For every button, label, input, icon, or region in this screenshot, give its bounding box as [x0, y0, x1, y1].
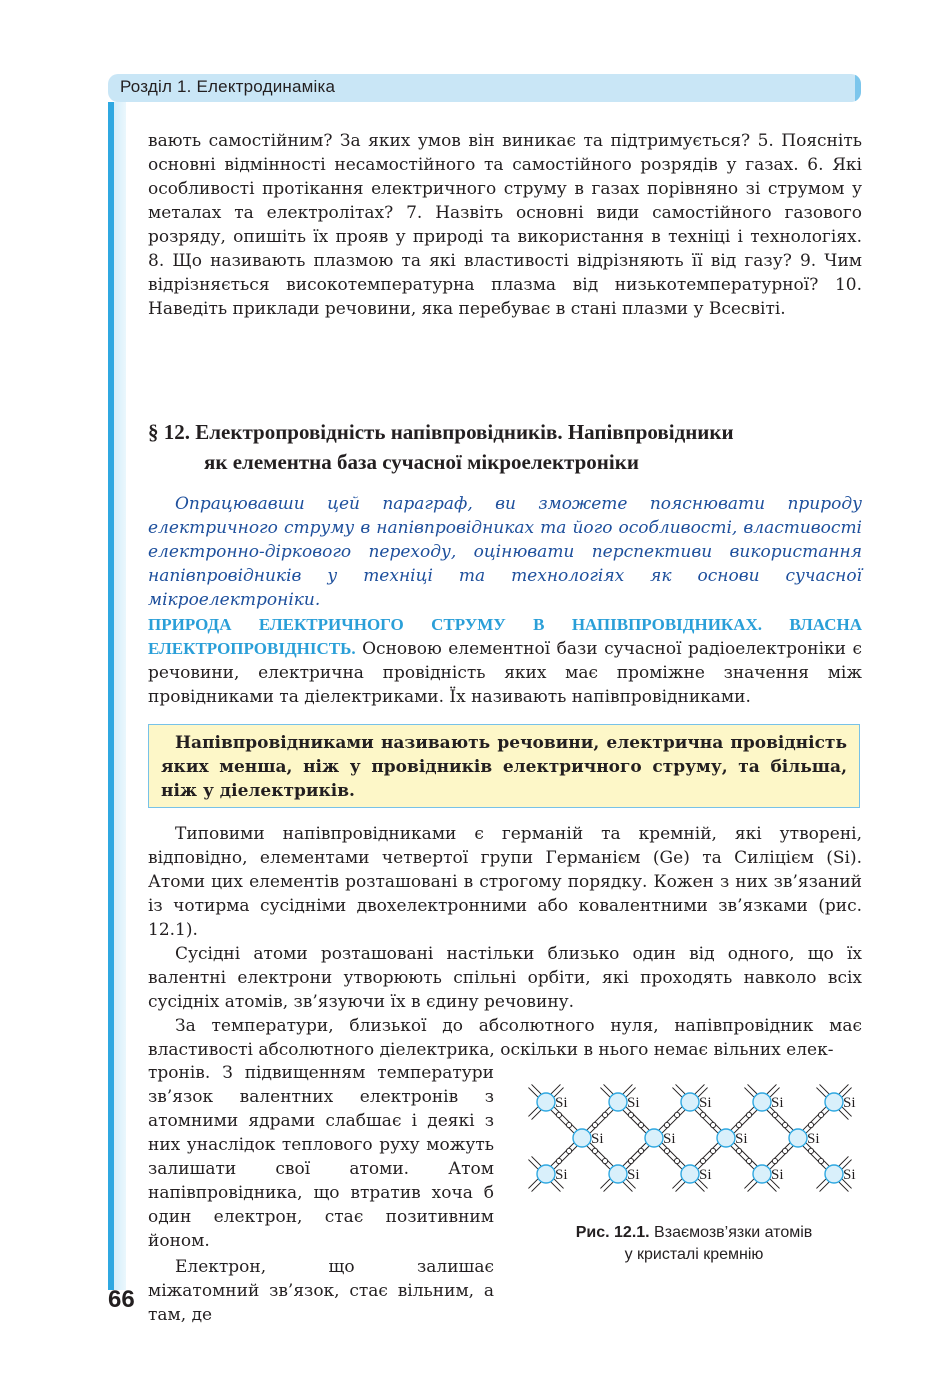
intro-text: Опрацювавши цей параграф, ви зможете пояснювати природу електричного струму в напівпровідниках та його особливості, властивості електронно-діркового переходу, оцінювати перспективи використання напівпровідників у техніці та технологіях як основи сучасної мікроелектроніки. — [148, 494, 862, 610]
definition-box — [148, 724, 860, 808]
section-text: Основою елементної бази сучасної радіоелектроніки є речовини, електрична провідність яких має проміжне значення між провідниками та діелектриками. Їх називають напівпровідниками. — [148, 639, 862, 707]
electron-dot — [556, 1112, 561, 1117]
electron-dot — [628, 1112, 633, 1117]
header-accent — [855, 74, 861, 102]
si-atom-label: Si — [771, 1095, 784, 1111]
electron-dot — [566, 1148, 571, 1153]
wrapped-text — [148, 1061, 494, 1327]
si-atom — [825, 1093, 843, 1111]
body-paragraph-4: Електрон, що залишає міжатомний зв’язок, стає вільним, а там, де — [148, 1257, 494, 1325]
chapter-header — [108, 74, 861, 102]
si-atom-label: Si — [555, 1167, 568, 1183]
body-paragraph-3: За температури, близької до абсолютного нуля, напівпровідник має властивості абсолютного діелектрика, оскільки в нього немає вільних елек- — [148, 1016, 862, 1060]
si-atom — [825, 1165, 843, 1183]
si-atom — [717, 1129, 735, 1147]
review-questions — [148, 129, 862, 321]
electron-dot — [736, 1148, 741, 1153]
si-atom-label: Si — [627, 1167, 640, 1183]
paragraph-title — [148, 417, 862, 477]
si-atom — [753, 1165, 771, 1183]
electron-dot — [808, 1122, 813, 1127]
paragraph-intro — [148, 492, 862, 612]
electron-dot — [638, 1148, 643, 1153]
electron-dot — [674, 1112, 679, 1117]
electron-dot — [674, 1158, 679, 1163]
si-atom-label: Si — [555, 1095, 568, 1111]
section-heading: ПРИРОДА ЕЛЕКТРИЧНОГО СТРУМУ В НАПІВПРОВІДНИКАХ. ВЛАСНА ЕЛЕКТРОПРОВІДНІСТЬ. — [148, 615, 862, 658]
electron-dot — [818, 1112, 823, 1117]
paragraph-title-line1: § 12. Електропровідність напівпровідників. Напівпровідники — [148, 420, 734, 444]
si-atom-label: Si — [807, 1131, 820, 1147]
si-atom — [789, 1129, 807, 1147]
caption-line1: Взаємозв’язки атомів — [649, 1224, 813, 1241]
si-atom — [609, 1093, 627, 1111]
si-atom-label: Si — [699, 1095, 712, 1111]
body-paragraph-2: Сусідні атоми розташовані настільки близько один від одного, що їх валентні електрони утворюють спільні орбіти, які проходять навколо всіх сусідніх атомів, зв’язуючи їх в єдину речовину. — [148, 944, 862, 1012]
chapter-title: Розділ 1. Електродинаміка — [120, 77, 336, 96]
page-number: 66 — [108, 1286, 135, 1313]
si-atom-label: Si — [771, 1167, 784, 1183]
si-atom — [573, 1129, 591, 1147]
si-atom-label: Si — [843, 1095, 856, 1111]
electron-dot — [808, 1148, 813, 1153]
si-atom — [537, 1093, 555, 1111]
si-atom — [645, 1129, 663, 1147]
section-block — [148, 613, 862, 709]
electron-dot — [746, 1112, 751, 1117]
electron-dot — [736, 1122, 741, 1127]
body-paragraph-1: Типовими напівпровідниками є германій та кремній, які утворені, відповідно, елементами четвертої групи Германієм (Ge) та Силіцієм (Si). Атоми цих елементів розташовані в строгому порядку. Кожен з них зв’язаний із чотирма сусідніми двохелектронними або ковалентними зв’язками (рис. 12.1). — [148, 824, 862, 940]
electron-dot — [710, 1148, 715, 1153]
si-atom-label: Si — [591, 1131, 604, 1147]
si-atom-label: Si — [663, 1131, 676, 1147]
figure-caption — [520, 1222, 868, 1266]
questions-text: вають самостійним? За яких умов він виникає та підтримується? 5. Поясніть основні відмінності несамостійного та самостійного розрядів у газах. 6. Які особливості протікання електричного струму в газах порівняно зі струмом у металах та електролітах? 7. Назвіть основні види самостійного газового розряду, опишіть їх прояв у природі та використання в техніці і технологіях. 8. Що називають плазмою та які властивості відрізняють її від газу? 9. Чим відрізняється високотемпературна плазма від низькотемпературної? 10. Наведіть приклади речовини, яка перебуває в стані плазми у Всесвіті. — [148, 131, 862, 319]
electron-dot — [782, 1148, 787, 1153]
si-atom — [681, 1165, 699, 1183]
si-atom — [537, 1165, 555, 1183]
electron-dot — [664, 1122, 669, 1127]
si-atom-label: Si — [735, 1131, 748, 1147]
si-atom-label: Si — [699, 1167, 712, 1183]
si-atom-label: Si — [843, 1167, 856, 1183]
caption-line2: у кристалі кремнію — [624, 1246, 764, 1263]
electron-dot — [700, 1112, 705, 1117]
si-atom — [681, 1093, 699, 1111]
electron-dot — [592, 1122, 597, 1127]
silicon-lattice-figure — [520, 1082, 880, 1200]
electron-dot — [566, 1122, 571, 1127]
caption-label: Рис. 12.1. — [575, 1224, 650, 1241]
definition-text: Напівпровідниками називають речовини, електрична провідність яких менша, ніж у провідників електричного струму, та більша, ніж у діелектриків. — [161, 733, 847, 801]
si-atom — [609, 1165, 627, 1183]
electron-dot — [782, 1122, 787, 1127]
electron-dot — [602, 1112, 607, 1117]
electron-dot — [556, 1158, 561, 1163]
paragraph-title-line2: як елементна база сучасної мікроелектроніки — [204, 450, 639, 474]
electron-dot — [710, 1122, 715, 1127]
electron-dot — [592, 1148, 597, 1153]
si-atom-label: Si — [627, 1095, 640, 1111]
electron-dot — [638, 1122, 643, 1127]
electron-dot — [818, 1158, 823, 1163]
electron-dot — [700, 1158, 705, 1163]
electron-dot — [628, 1158, 633, 1163]
electron-dot — [772, 1158, 777, 1163]
electron-dot — [772, 1112, 777, 1117]
side-decoration-strip — [108, 102, 126, 1290]
electron-dot — [664, 1148, 669, 1153]
si-atom — [753, 1093, 771, 1111]
body-paragraph-3-cont: тронів. З підвищенням температури зв’язок валентних електронів з атомними ядрами слабшає і деякі з них унаслідок теплового руху можуть залишати свої атоми. Атом напівпровідника, що втратив хоча б один електрон, стає позитивним йоном. — [148, 1063, 494, 1251]
body-text — [148, 822, 862, 1062]
electron-dot — [746, 1158, 751, 1163]
electron-dot — [602, 1158, 607, 1163]
